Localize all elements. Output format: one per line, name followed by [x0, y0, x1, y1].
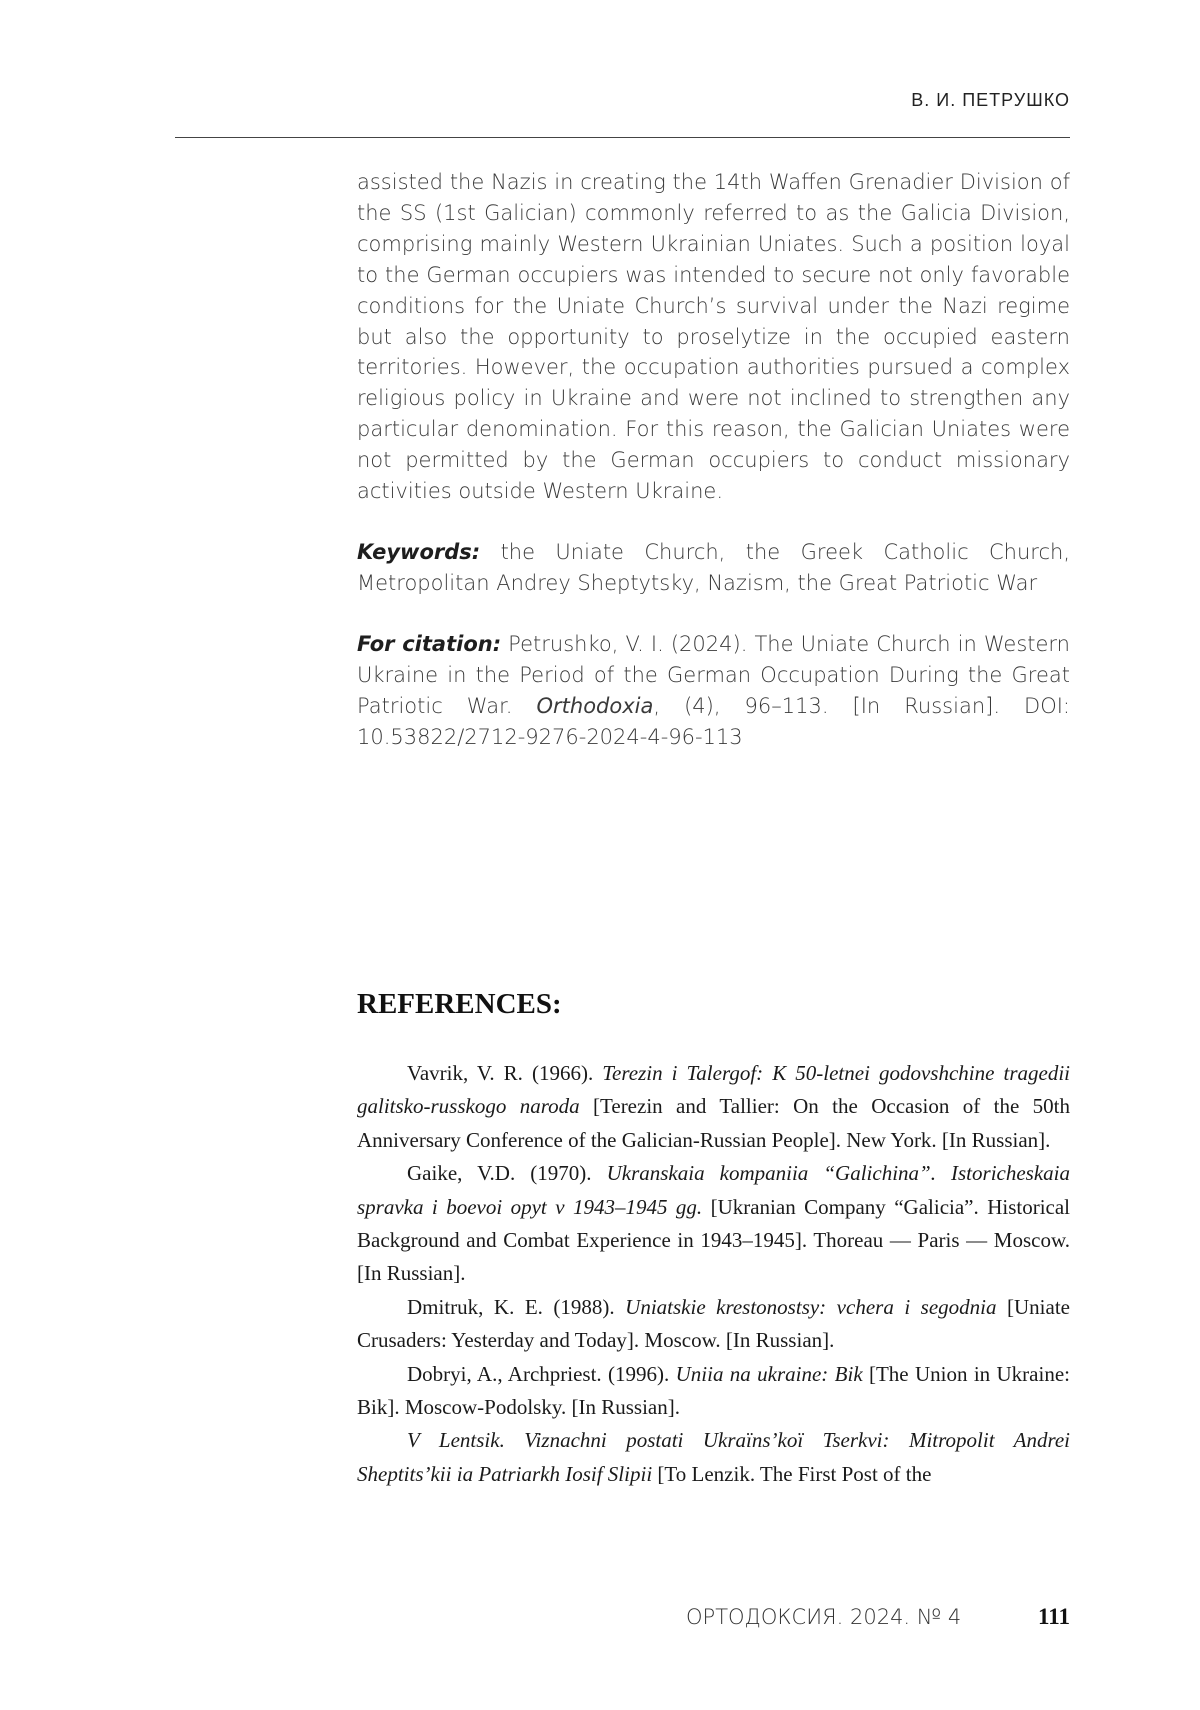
header-rule — [175, 137, 1070, 138]
citation-text: Petrushko, V. I. (2024). The Uniate Church in Western Ukraine in the Period of the German Occupation During the Great Patriotic War. — [357, 631, 1070, 718]
reference-item — [357, 1424, 1070, 1491]
reference-details: [To Lenzik. The First Post of the — [652, 1461, 932, 1486]
reference-title: Uniia na ukraine: Bik — [675, 1361, 863, 1386]
keywords-text: the Uniate Church, the Greek Catholic Church, Metropolitan Andrey Sheptytsky, Nazism, the Great Patriotic War — [357, 539, 1070, 595]
reference-item — [357, 1291, 1070, 1358]
references-list — [357, 1057, 1070, 1491]
keywords-label: Keywords: — [357, 539, 481, 564]
reference-author: Dobryi, A., Archpriest. (1996). — [407, 1361, 676, 1386]
references-title: REFERENCES: — [357, 988, 562, 1020]
citation-text-end: , (4), 96–113. [In Russian]. DOI: 10.53822/2712-9276-2024-4-96-113 — [357, 693, 1070, 749]
reference-title: Ukranskaia kompaniia “Galichina”. Istoricheskaia spravka i boevoi opyt v 1943–1945 gg. — [357, 1161, 1070, 1219]
footer-journal-name: ОРТОДОКСИЯ. 2024. № 4 — [686, 1605, 962, 1629]
reference-title: Terezin i Talergof: K 50-letnei godovshchine tragedii galitsko-russkogo naroda — [357, 1061, 1071, 1119]
reference-item — [357, 1358, 1070, 1425]
reference-title: V Lentsik. Viznachni postati Ukraïns’koï Tserkvi: Mitropolit Andrei Sheptits’kii ia Patriarkh Iosif Slipii — [357, 1428, 1070, 1486]
reference-item — [357, 1057, 1070, 1157]
reference-author: Dmitruk, K. E. (1988). — [407, 1294, 626, 1319]
reference-item — [357, 1157, 1070, 1291]
citation-line — [357, 629, 1070, 753]
reference-details: [Uniate Crusaders: Yesterday and Today]. Moscow. [In Russian]. — [357, 1294, 1070, 1353]
reference-details: [Ukranian Company “Galicia”. Historical Background and Combat Experience in 1943–1945]. Thoreau — Paris — Moscow. [In Russian]. — [357, 1194, 1071, 1286]
abstract-section — [357, 167, 1070, 752]
abstract-paragraph: assisted the Nazis in creating the 14th Waffen Grenadier Division of the SS (1st Galician) commonly referred to as the Galicia Division, comprising mainly Western Ukrainian Uniates. Such a position loyal to the German occupiers was intended to secure not only favorable conditions for the Uniate Church’s survival under the Nazi regime but also the opportunity to proselytize in the occupied eastern territories. However, the occupation authorities pursued a complex religious policy in Ukraine and were not inclined to strengthen any particular denomination. For this reason, the Galician Uniates were not permitted by the German occupiers to conduct missionary activities outside Western Ukraine. — [357, 170, 1070, 504]
reference-author: Vavrik, V. R. (1966). — [407, 1061, 603, 1085]
citation-label: For citation: — [357, 631, 502, 656]
footer-page-number: 111 — [1038, 1604, 1070, 1629]
reference-details: [The Union in Ukraine: Bik]. Moscow-Podolsky. [In Russian]. — [357, 1361, 1070, 1420]
reference-details: [Terezin and Tallier: On the Occasion of the 50th Anniversary Conference of the Galician-Russian People]. New York. [In Russian]. — [357, 1094, 1070, 1152]
citation-journal: Orthodoxia — [536, 693, 654, 718]
running-head-author: В. И. ПЕТРУШКО — [911, 90, 1070, 110]
reference-title: Uniatskie krestonostsy: vchera i segodnia — [625, 1294, 997, 1319]
keywords-line — [357, 537, 1070, 599]
reference-author: Gaike, V.D. (1970). — [407, 1161, 607, 1186]
